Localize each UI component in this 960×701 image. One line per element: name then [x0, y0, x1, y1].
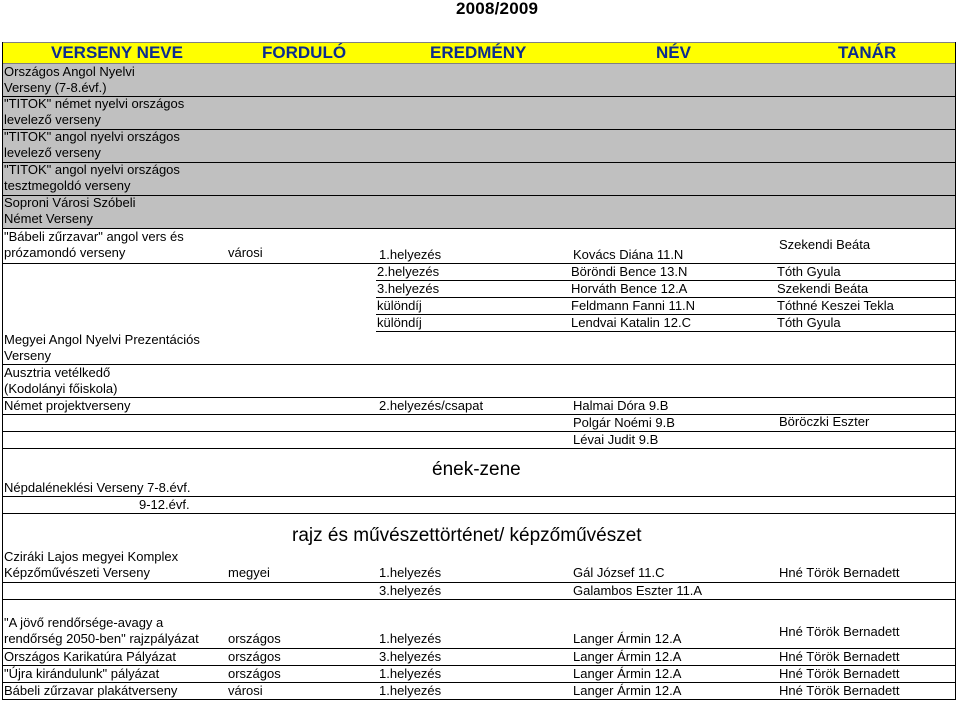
table-row — [376, 281, 956, 298]
table-row — [2, 600, 956, 649]
student-name: Feldmann Fanni 11.N — [571, 298, 696, 313]
student-name: Lévai Judit 9.B — [573, 432, 659, 447]
competition-name: "Bábeli zűrzavar" angol vers és — [4, 229, 184, 244]
table-row — [2, 415, 956, 432]
competition-name-line2: levelező verseny — [4, 145, 101, 160]
competition-name: Országos Angol Nyelvi — [4, 64, 135, 79]
round-cell: országos — [228, 666, 281, 681]
table-row — [376, 298, 956, 315]
competition-name: "A jövő rendőrsége-avagy a — [4, 615, 164, 630]
teacher-name: Hné Török Bernadett — [779, 565, 900, 580]
competition-name-line2: rendőrség 2050-ben" rajzpályázat — [4, 631, 199, 646]
result-cell: 3.helyezés — [379, 583, 442, 598]
table-row — [376, 315, 956, 332]
table-row — [2, 97, 956, 130]
teacher-name: Szekendi Beáta — [777, 281, 869, 296]
result-cell: 1.helyezés — [379, 631, 442, 646]
result-cell: 3.helyezés — [377, 281, 440, 296]
table-row — [2, 64, 956, 97]
competition-name-line2: Képzőművészeti Verseny — [4, 565, 150, 580]
section-row — [2, 449, 956, 480]
table-row — [2, 332, 956, 365]
round-cell: városi — [228, 683, 263, 698]
student-name: Langer Ármin 12.A — [573, 631, 682, 646]
table-row — [2, 683, 956, 700]
competition-name-line2: 9-12.évf. — [139, 497, 190, 512]
competition-name: Cziráki Lajos megyei Komplex — [4, 549, 179, 564]
student-name: Polgár Noémi 9.B — [573, 415, 675, 430]
table-row — [2, 130, 956, 163]
header-row — [2, 42, 956, 64]
result-cell: 2.helyezés — [377, 264, 440, 279]
table-row — [2, 583, 956, 600]
competition-name-line2: levelező verseny — [4, 112, 101, 127]
round-cell: országos — [228, 631, 281, 646]
result-cell: 2.helyezés/csapat — [379, 398, 484, 413]
teacher-name: Hné Török Bernadett — [779, 649, 900, 664]
result-cell: 3.helyezés — [379, 649, 442, 664]
student-name: Langer Ármin 12.A — [573, 683, 682, 698]
result-cell: 1.helyezés — [379, 683, 442, 698]
header-tanar: TANÁR — [838, 43, 897, 62]
table-row — [2, 480, 956, 497]
table-row — [2, 398, 956, 415]
teacher-name: Tóth Gyula — [777, 264, 841, 279]
student-name: Galambos Eszter 11.A — [573, 583, 703, 598]
student-name: Langer Ármin 12.A — [573, 649, 682, 664]
teacher-name: Hné Török Bernadett — [779, 624, 900, 639]
student-name: Horváth Bence 12.A — [571, 281, 688, 296]
competition-name: Népdaléneklési Verseny 7-8.évf. — [4, 480, 191, 495]
table-row — [2, 196, 956, 229]
section-row — [2, 514, 956, 544]
competition-name: Országos Karikatúra Pályázat — [4, 649, 176, 664]
table-row — [2, 497, 956, 514]
table-row — [2, 229, 956, 264]
table-row — [2, 666, 956, 683]
result-cell: 1.helyezés — [379, 247, 442, 262]
competition-name: "Újra kirándulunk" pályázat — [4, 666, 160, 681]
student-name: Lendvai Katalin 12.C — [571, 315, 691, 330]
header-verseny: VERSENY NEVE — [51, 43, 183, 62]
student-name: Kovács Diána 11.N — [573, 247, 684, 262]
competition-name: Soproni Városi Szóbeli — [4, 195, 136, 210]
table-row — [2, 649, 956, 666]
result-cell: különdíj — [377, 315, 422, 330]
competition-name-line2: Német Verseny — [4, 211, 93, 226]
result-cell: 1.helyezés — [379, 565, 442, 580]
year-title: 2008/2009 — [456, 0, 539, 18]
table-border-left — [2, 42, 3, 699]
table-row — [2, 545, 956, 583]
student-name: Böröndi Bence 13.N — [571, 264, 688, 279]
teacher-name: Tóth Gyula — [777, 315, 841, 330]
competition-name: "TITOK" angol nyelvi országos — [4, 129, 180, 144]
header-nev: NÉV — [656, 43, 691, 62]
teacher-name: Hné Török Bernadett — [779, 683, 900, 698]
competition-name: Megyei Angol Nyelvi Prezentációs — [4, 332, 200, 347]
competition-name: Német projektverseny — [4, 398, 131, 413]
table-border-right — [955, 42, 956, 699]
table-row — [2, 163, 956, 196]
result-cell: 1.helyezés — [379, 666, 442, 681]
table-row — [376, 264, 956, 281]
competition-name: "TITOK" angol nyelvi országos — [4, 162, 180, 177]
student-name: Halmai Dóra 9.B — [573, 398, 669, 413]
section-title-rajz: rajz és művészettörténet/ képzőművészet — [292, 525, 642, 546]
round-cell: megyei — [228, 565, 270, 580]
competition-name-line2: (Kodolányi főiskola) — [4, 381, 118, 396]
table-row — [2, 432, 956, 449]
teacher-name: Tóthné Keszei Tekla — [777, 298, 894, 313]
result-cell: különdíj — [377, 298, 422, 313]
competition-name-line2: tesztmegoldó verseny — [4, 178, 131, 193]
competition-name: "TITOK" német nyelvi országos — [4, 96, 185, 111]
teacher-name: Hné Török Bernadett — [779, 666, 900, 681]
table-row — [2, 365, 956, 398]
round-cell: országos — [228, 649, 281, 664]
competition-name-line2: prózamondó verseny — [4, 245, 126, 260]
header-eredmeny: EREDMÉNY — [430, 43, 527, 62]
competition-name-line2: Verseny — [4, 348, 51, 363]
teacher-name: Szekendi Beáta — [779, 237, 871, 252]
competition-name: Ausztria vetélkedő — [4, 365, 111, 380]
section-title-enek-zene: ének-zene — [432, 459, 521, 480]
student-name: Langer Ármin 12.A — [573, 666, 682, 681]
round-cell: városi — [228, 245, 263, 260]
teacher-name: Böröczki Eszter — [779, 414, 870, 429]
competition-name: Bábeli zűrzavar plakátverseny — [4, 683, 178, 698]
competition-name-line2: Verseny (7-8.évf.) — [4, 80, 107, 95]
header-fordulo: FORDULÓ — [262, 43, 347, 62]
student-name: Gál József 11.C — [573, 565, 665, 580]
